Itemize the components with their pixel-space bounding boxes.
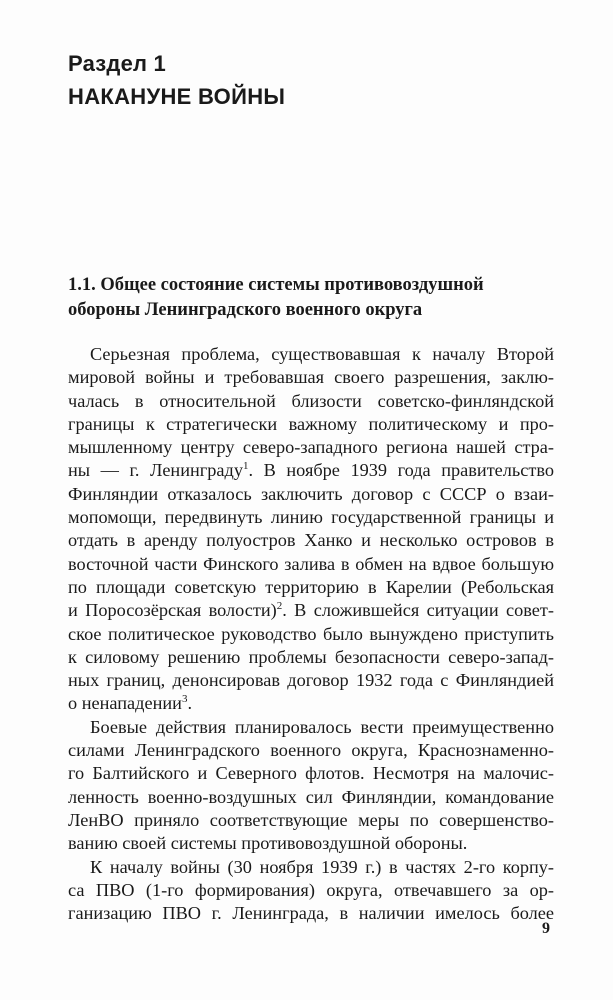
text-line: границы к стратегически важному политическому и про- bbox=[68, 413, 554, 434]
text-line: са ПВО (1-го формирования) округа, отвечавшего за ор- bbox=[68, 879, 554, 900]
text-line: отдать в аренду полуостров Ханко и несколько островов в bbox=[68, 530, 554, 551]
text-line: силами Ленинградского военного округа, Краснознаменно- bbox=[68, 740, 554, 761]
footnote-marker: 3 bbox=[181, 693, 188, 706]
text-line: по площади советскую территорию в Карелии (Ребольская bbox=[68, 576, 554, 597]
text-line: Финляндии отказалось заключить договор с СССР о взаи- bbox=[68, 483, 554, 504]
text-line: чалась в относительной близости советско-финляндской bbox=[68, 390, 554, 411]
text-line: восточной части Финского залива в обмен на вдвое большую bbox=[68, 553, 554, 574]
text-segment: о ненападении bbox=[68, 693, 182, 714]
text-line: ганизацию ПВО г. Ленинграда, в наличии имелось более bbox=[68, 903, 554, 924]
subsection-heading bbox=[68, 273, 548, 323]
paragraph-1 bbox=[68, 343, 554, 716]
text-line: ных границ, денонсировав договор 1932 года с Финляндией bbox=[68, 670, 554, 691]
text-line: мопомощи, передвинуть линию государственной границы и bbox=[68, 507, 554, 528]
text-line-with-footnote bbox=[68, 599, 554, 622]
footnote-marker: 1 bbox=[242, 460, 249, 473]
text-line: го Балтийского и Северного флотов. Несмотря на малочис- bbox=[68, 763, 554, 784]
text-line-with-footnote bbox=[68, 459, 554, 482]
text-line: мышленному центру северо-западного региона нашей стра- bbox=[68, 437, 554, 458]
text-segment: . В сложившейся ситуации совет- bbox=[282, 600, 554, 621]
subsection-heading-line: 1.1. Общее состояние системы противовоздушной bbox=[68, 275, 484, 295]
text-line: К началу войны (30 ноября 1939 г.) в частях 2-го корпу- bbox=[90, 856, 554, 877]
text-line: ленность военно-воздушных сил Финляндии, командование bbox=[68, 786, 554, 807]
text-line: мировой войны и требовавшая своего разрешения, заклю- bbox=[68, 367, 554, 388]
text-line-with-footnote bbox=[68, 692, 554, 715]
text-line: ское политическое руководство было вынуждено приступить bbox=[68, 623, 554, 644]
text-line: ванию своей системы противовоздушной обороны. bbox=[68, 833, 468, 854]
text-segment: . В ноябре 1939 года правительство bbox=[248, 460, 555, 481]
section-label: Раздел 1 bbox=[68, 51, 166, 76]
paragraph-3 bbox=[68, 856, 554, 926]
text-line: Серьезная проблема, существовавшая к началу Второй bbox=[90, 344, 554, 364]
text-line: Боевые действия планировалось вести преимущественно bbox=[90, 716, 554, 737]
footnote-marker: 2 bbox=[276, 600, 283, 613]
text-line: ЛенВО приняло соответствующие меры по совершенство- bbox=[68, 809, 554, 830]
text-segment: и Поросозёрская волости) bbox=[68, 600, 277, 621]
text-segment: ны — г. Ленинграду bbox=[68, 460, 243, 481]
body-text bbox=[68, 343, 554, 925]
text-segment: . bbox=[187, 693, 193, 714]
page-number: 9 bbox=[542, 920, 550, 937]
section-title: НАКАНУНЕ ВОЙНЫ bbox=[68, 84, 286, 109]
paragraph-2 bbox=[68, 716, 554, 856]
subsection-heading-line: обороны Ленинградского военного округа bbox=[68, 300, 423, 320]
text-line bbox=[68, 343, 554, 366]
text-line: к силовому решению проблемы безопасности северо-запад- bbox=[68, 646, 554, 667]
